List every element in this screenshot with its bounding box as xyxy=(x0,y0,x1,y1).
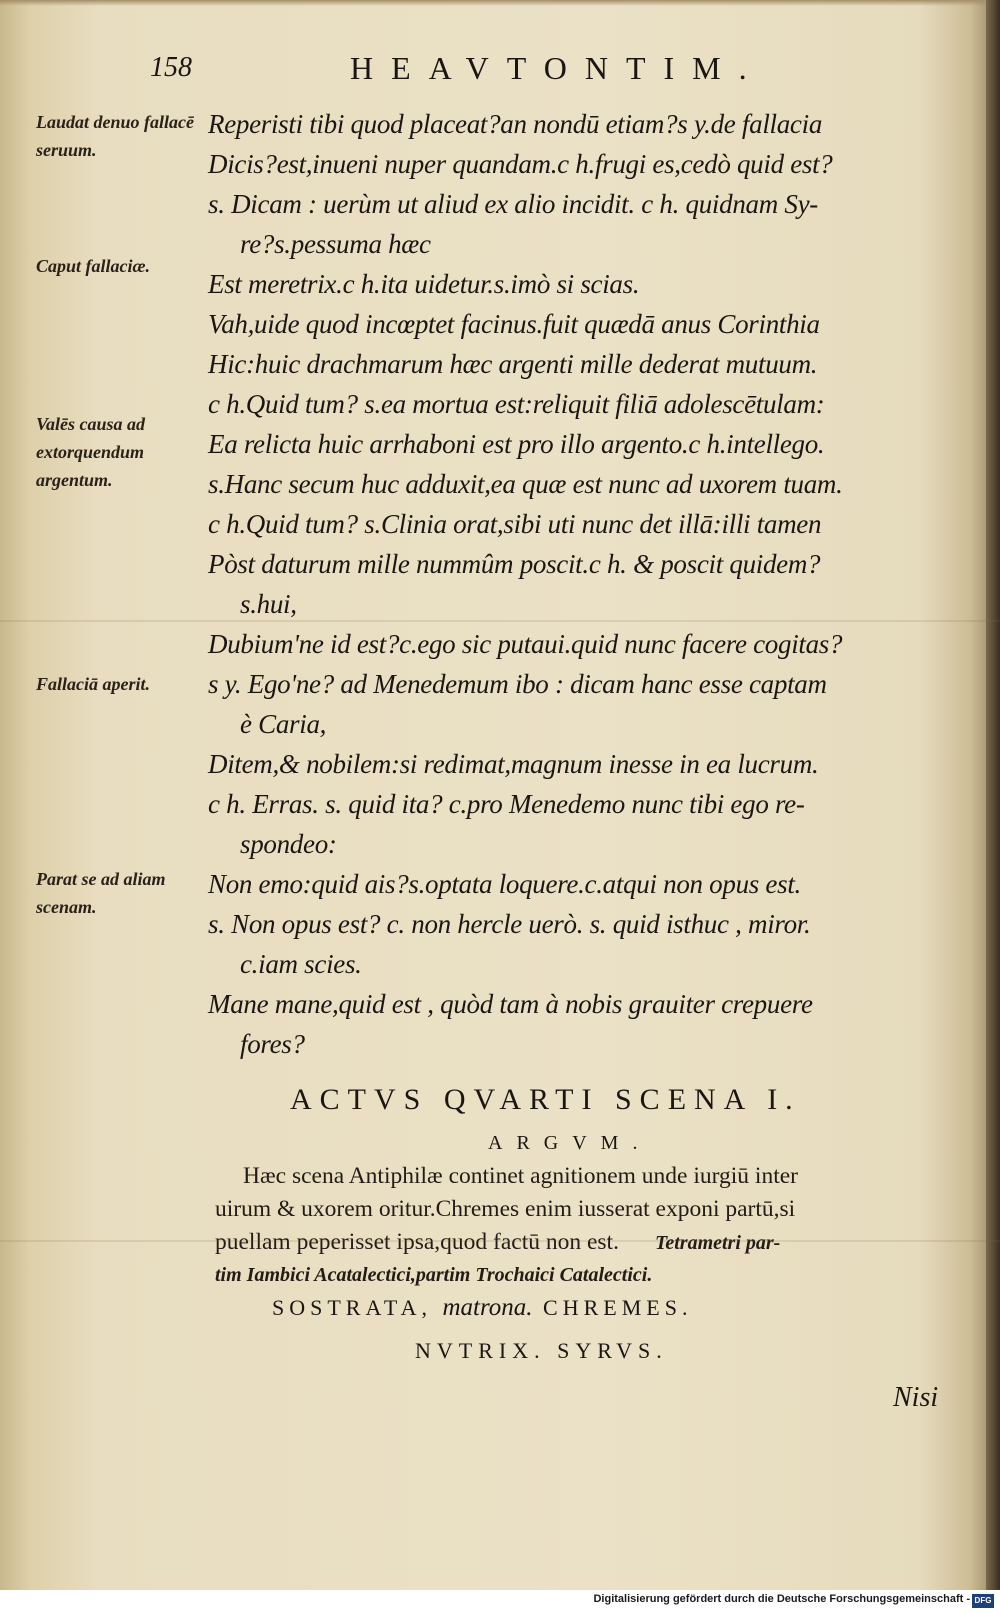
play-text xyxy=(208,104,948,1064)
text-line: c h. Erras. s. quid ita? c.pro Menedemo nunc tibi ego re- xyxy=(208,789,805,819)
text-line: Dubium'ne id est?c.ego sic putaui.quid nunc facere cogitas? xyxy=(208,629,843,659)
text-line: c.iam scies. xyxy=(240,949,362,979)
text-line: Mane mane,quid est , quòd tam à nobis grauiter crepuere xyxy=(208,989,813,1019)
argument-line: uirum & uxorem oritur.Chremes enim iusserat exponi partū,si xyxy=(215,1196,796,1222)
page-header xyxy=(150,52,940,96)
footer-credit: Digitalisierung gefördert durch die Deutsche Forschungsgemeinschaft - xyxy=(593,1593,970,1605)
text-line: Dicis?est,inueni nuper quandam.c h.frugi es,cedò quid est? xyxy=(208,149,833,179)
text-line: Ea relicta huic arrhaboni est pro illo argento.c h.intellego. xyxy=(208,429,825,459)
text-line: Est meretrix.c h.ita uidetur.s.imò si scias. xyxy=(208,269,640,299)
text-line: spondeo: xyxy=(240,829,337,859)
dfg-logo-icon: DFG xyxy=(972,1594,994,1608)
page-number: 158 xyxy=(150,52,192,83)
text-line: c h.Quid tum? s.ea mortua est:reliquit filiā adolescētulam: xyxy=(208,389,825,419)
text-line: Hic:huic drachmarum hæc argenti mille dederat mutuum. xyxy=(208,349,818,379)
text-line: Vah,uide quod incœptet facinus.fuit quædā anus Corinthia xyxy=(208,309,820,339)
text-line: è Caria, xyxy=(240,709,327,739)
text-line: s. Dicam : uerùm ut aliud ex alio incidit. c h. quidnam Sy- xyxy=(208,189,818,219)
text-line: Ditem,& nobilem:si redimat,magnum inesse in ea lucrum. xyxy=(208,749,819,779)
text-line: Reperisti tibi quod placeat?an nondū etiam?s y.de fallacia xyxy=(208,109,823,139)
character-sostrata: SOSTRATA, xyxy=(272,1295,432,1320)
margin-note: Caput fallaciæ. xyxy=(36,256,151,276)
text-line: Pòst daturum mille nummûm poscit.c h. & poscit quidem? xyxy=(208,549,821,579)
digitization-footer xyxy=(0,1590,1000,1613)
text-line: s y. Ego'ne? ad Menedemum ibo : dicam hanc esse captam xyxy=(208,669,827,699)
meter-note-continued: tim Iambici Acatalectici,partim Trochaici Catalectici. xyxy=(215,1264,653,1286)
act-heading: ACTVS QVARTI SCENA I. xyxy=(290,1083,801,1116)
margin-note: Valēs causa ad extorquendum argentum. xyxy=(36,414,146,490)
running-title: HEAVTONTIM. xyxy=(350,50,765,86)
text-line: Non emo:quid ais?s.optata loquere.c.atqui non opus est. xyxy=(208,869,801,899)
margin-note: Parat se ad aliam scenam. xyxy=(36,869,166,917)
argument-line xyxy=(215,1226,945,1259)
text-line: s. Non opus est? c. non hercle uerò. s. quid isthuc , miror. xyxy=(208,909,811,939)
argument-heading: ARGVM. xyxy=(488,1132,652,1154)
text-line: s.hui, xyxy=(240,589,297,619)
character-chremes: CHREMES. xyxy=(543,1295,693,1320)
character-role: matrona. xyxy=(442,1294,533,1321)
catchword: Nisi xyxy=(893,1382,939,1413)
text-line: fores? xyxy=(240,1029,305,1059)
margin-note: Laudat denuo fallacē seruum. xyxy=(36,112,194,160)
text-line: c h.Quid tum? s.Clinia orat,sibi uti nunc det illā:illi tamen xyxy=(208,509,822,539)
paper-wear xyxy=(0,1240,1000,1242)
argument-paragraph xyxy=(215,1160,945,1292)
character-list-line-1 xyxy=(272,1294,692,1322)
page-top-edge xyxy=(0,0,1000,6)
page-gutter-edge xyxy=(986,0,1000,1590)
paper-wear xyxy=(0,620,1000,622)
argument-line: Hæc scena Antiphilæ continet agnitionem unde iurgiū inter xyxy=(243,1163,798,1189)
text-line: s.Hanc secum huc adduxit,ea quæ est nunc ad uxorem tuam. xyxy=(208,469,843,499)
argument-line-text: puellam peperisset ipsa,quod factū non est. xyxy=(215,1229,619,1255)
character-list-line-2: NVTRIX. SYRVS. xyxy=(415,1338,668,1363)
meter-note: Tetrametri par- xyxy=(654,1232,781,1254)
text-line: re?s.pessuma hæc xyxy=(240,229,431,259)
margin-note: Fallaciā aperit. xyxy=(36,674,150,694)
